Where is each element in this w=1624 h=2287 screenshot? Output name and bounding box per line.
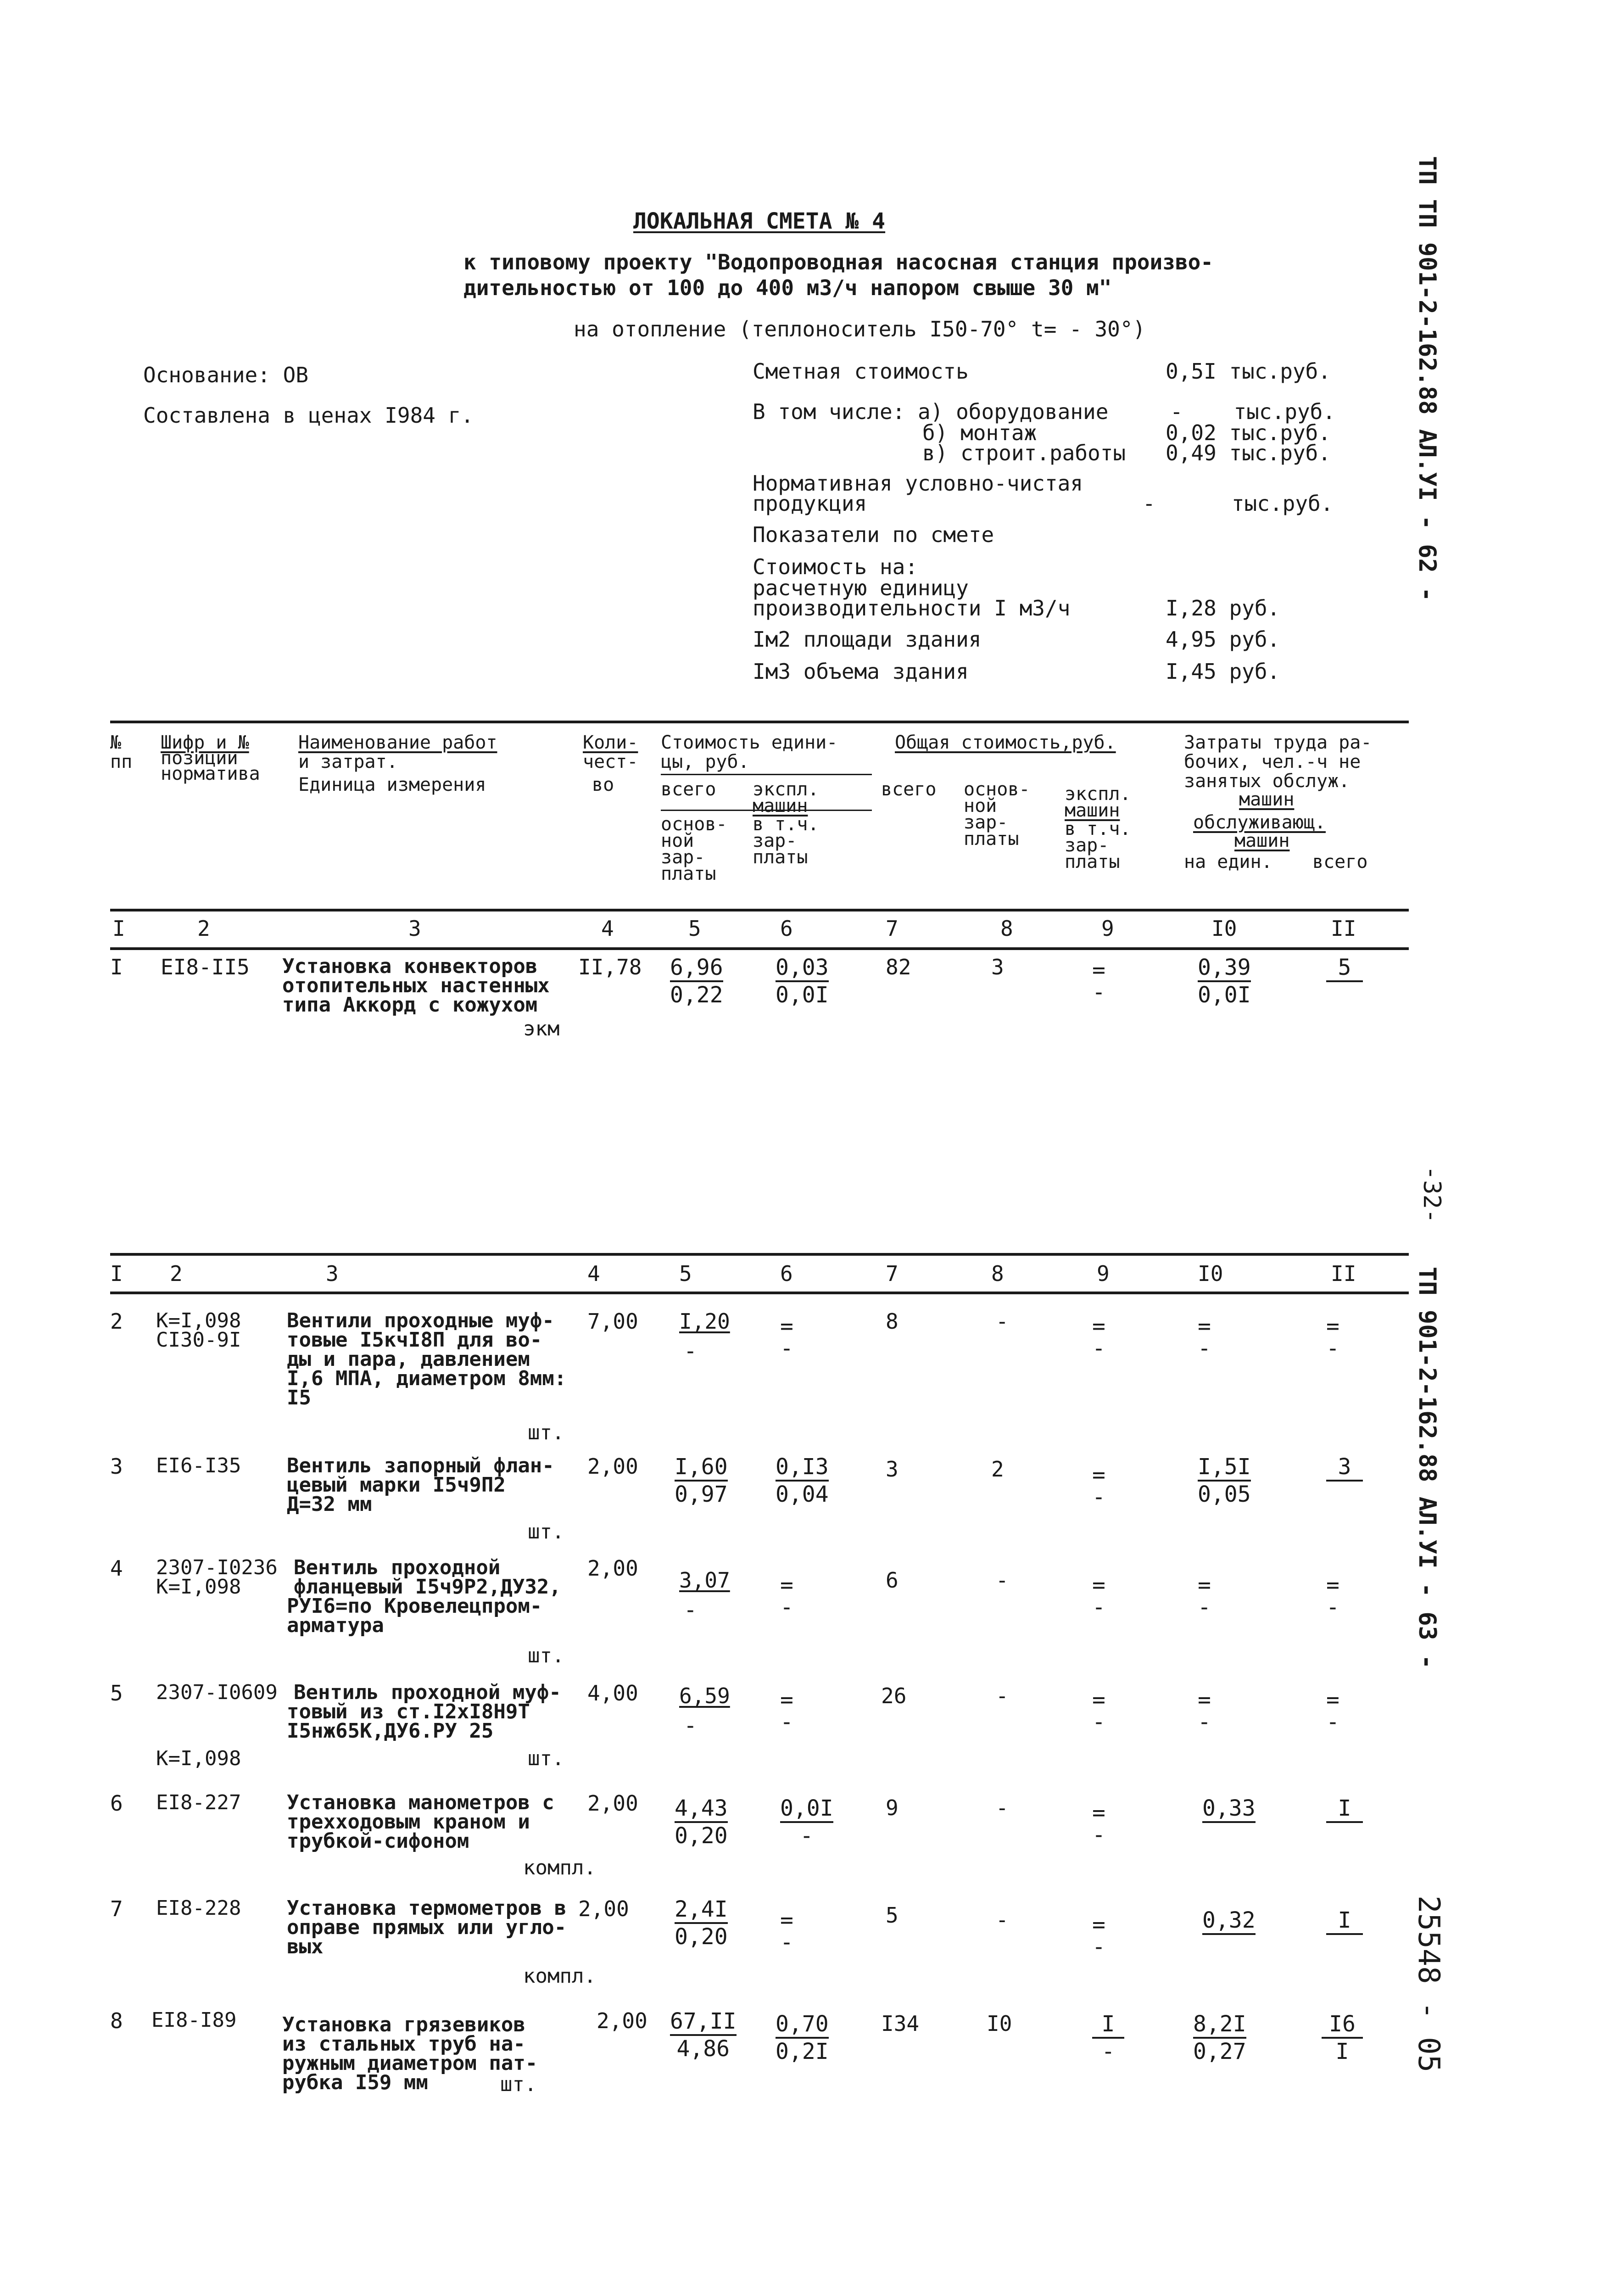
row7-name-1: Установка термометров в xyxy=(287,1896,567,1920)
row7-c11-a: I xyxy=(1326,1909,1363,1935)
row7-n: 7 xyxy=(110,1896,123,1921)
row8-name-1: Установка грязевиков xyxy=(282,2013,525,2036)
row6-c11-a: I xyxy=(1326,1797,1363,1823)
row1-c5-wage: 0,22 xyxy=(670,982,723,1008)
section2-top-rule xyxy=(110,1253,1409,1256)
row5-c5: 6,59 xyxy=(679,1683,730,1708)
row3-c5 xyxy=(675,1456,728,1505)
row3-c11-a: 3 xyxy=(1326,1456,1363,1482)
hdr-c8-a: основ- xyxy=(964,779,1030,800)
row7-name-2: оправе прямых или угло- xyxy=(287,1916,567,1939)
subtitle-line-1: к типовому проекту "Водопроводная насосная станция произво- xyxy=(463,250,1213,274)
row4-unit: шт. xyxy=(528,1644,564,1667)
row8-code: ЕI8-I89 xyxy=(151,2008,237,2032)
row8-qty: 2,00 xyxy=(597,2008,647,2033)
hdr-n-1: № xyxy=(110,732,122,753)
row2-c9-dash: = - xyxy=(1092,1314,1105,1361)
row8-name-3: ружным диаметром пат- xyxy=(282,2052,538,2075)
row6-name-1: Установка манометров с xyxy=(287,1791,554,1814)
row1-unit: экм xyxy=(523,1017,560,1040)
hdr-n-2: пп xyxy=(110,751,133,772)
cost-label: Сметная стоимость xyxy=(753,359,969,384)
unit-value: I,28 руб. xyxy=(1166,596,1280,621)
row1-name-1: Установка конвекторов xyxy=(282,955,538,978)
hdr-name-2: и затрат. xyxy=(298,751,398,772)
build-value: 0,49 тыс.руб. xyxy=(1166,441,1331,465)
row6-c11 xyxy=(1326,1797,1363,1825)
row8-c6-wage: 0,2I xyxy=(776,2039,829,2064)
hdr-c6-c: в т.ч. xyxy=(753,814,819,835)
incl-b: б) монтаж xyxy=(922,420,1037,445)
hdr-c10: на един. xyxy=(1184,851,1272,872)
hdr-c6-e: платы xyxy=(753,847,808,868)
row2-qty: 7,00 xyxy=(587,1309,638,1334)
hdr-c5-total: всего xyxy=(661,779,716,800)
document-title: ЛОКАЛЬНАЯ СМЕТА № 4 xyxy=(633,208,886,234)
row5-c7: 26 xyxy=(881,1683,907,1708)
hdr-code-2: позиции xyxy=(161,748,238,769)
row8-c10-b: 0,27 xyxy=(1193,2039,1246,2064)
row1-c11-a: 5 xyxy=(1326,956,1363,982)
row1-c10 xyxy=(1198,956,1251,1006)
row8-c7: I34 xyxy=(881,2011,920,2036)
row4-code: 2307-I0236 xyxy=(156,1556,278,1579)
row3-c6 xyxy=(776,1456,829,1505)
hdr-qty-2: чест- xyxy=(583,751,638,772)
row6-c8: - xyxy=(996,1795,1009,1820)
row8-c11 xyxy=(1322,2013,1363,2063)
row1-code: ЕI8-II5 xyxy=(161,955,250,979)
row2-name-1: Вентили проходные муф- xyxy=(287,1309,554,1332)
row7-c5 xyxy=(675,1898,728,1948)
row3-c9-dash: = - xyxy=(1092,1462,1105,1510)
row8-c9-a: I xyxy=(1092,2013,1124,2039)
row3-c5-wage: 0,97 xyxy=(675,1482,728,1507)
row5-c5-dash: - xyxy=(684,1713,697,1739)
row7-c10-a: 0,32 xyxy=(1202,1909,1256,1935)
norm-label-1: Нормативная условно-чистая xyxy=(753,471,1083,496)
subtitle-line-2: дительностью от 100 до 400 м3/ч напором свыше 30 м" xyxy=(463,275,1112,300)
row7-c5-wage: 0,20 xyxy=(675,1924,728,1950)
row4-code2: К=I,098 xyxy=(156,1575,241,1599)
row3-c6-mach: 0,I3 xyxy=(776,1456,829,1482)
row6-c5-total: 4,43 xyxy=(675,1797,728,1823)
row2-c8: - xyxy=(996,1309,1009,1334)
cost-on-label: Стоимость на: xyxy=(753,554,918,579)
colnum2-9: 9 xyxy=(1097,1261,1110,1286)
row3-n: 3 xyxy=(110,1454,123,1479)
colnum2-7: 7 xyxy=(886,1261,899,1286)
row7-c8: - xyxy=(996,1907,1009,1932)
hdr-c6-b: машин xyxy=(753,795,808,816)
row4-c6-dash: = - xyxy=(780,1572,793,1620)
hdr-c6-a: экспл. xyxy=(753,779,819,800)
colnum-2: 2 xyxy=(197,916,210,941)
row5-code: 2307-I0609 xyxy=(156,1681,278,1704)
row6-c9-dash: = - xyxy=(1092,1800,1105,1848)
hdr-c7: всего xyxy=(881,779,937,800)
row1-c10-a: 0,39 xyxy=(1198,956,1251,982)
colnum-7: 7 xyxy=(886,916,899,941)
row1-c11 xyxy=(1326,956,1363,984)
row3-c7: 3 xyxy=(886,1457,899,1482)
row7-qty: 2,00 xyxy=(578,1896,629,1921)
row6-qty: 2,00 xyxy=(587,1791,638,1816)
row1-c5 xyxy=(670,956,723,1006)
colnum2-4: 4 xyxy=(587,1261,600,1286)
mount-value: 0,02 тыс.руб. xyxy=(1166,420,1331,445)
hdr-c8-c: зар- xyxy=(964,812,1008,833)
hdr-labor-4: машин xyxy=(1239,789,1295,810)
row2-n: 2 xyxy=(110,1309,123,1334)
basis-text: Основание: ОВ xyxy=(143,363,309,387)
subtitle-line-3: на отопление (теплоноситель I50-70° t= - 30°) xyxy=(574,317,1146,341)
hdr-c9-b: машин xyxy=(1065,800,1120,821)
hdr-c8-b: ной xyxy=(964,795,997,816)
row4-name-1: Вентиль проходной xyxy=(294,1556,501,1579)
row7-code: ЕI8-228 xyxy=(156,1896,241,1920)
row1-c7: 82 xyxy=(886,955,911,979)
row4-qty: 2,00 xyxy=(587,1556,638,1581)
row8-name-4: рубка I59 мм xyxy=(282,2071,428,2094)
norm-label-2: продукция xyxy=(753,491,867,516)
hdr-labor-6: машин xyxy=(1234,830,1290,851)
row6-c6-mach: 0,0I xyxy=(780,1797,833,1823)
row7-c10 xyxy=(1202,1909,1256,1937)
row1-name-3: типа Аккорд с кожухом xyxy=(282,993,538,1017)
row6-name-2: трехходовым краном и xyxy=(287,1810,530,1834)
row6-c10-a: 0,33 xyxy=(1202,1797,1256,1823)
cost-value: 0,5I тыс.руб. xyxy=(1166,359,1331,384)
row5-c10-dash: = - xyxy=(1198,1687,1211,1735)
row8-unit: шт. xyxy=(500,2073,537,2096)
area-label: Iм2 площади здания xyxy=(753,627,982,652)
colnum-5: 5 xyxy=(688,916,701,941)
row5-c11-dash: = - xyxy=(1326,1687,1339,1735)
row2-code2: СI30-9I xyxy=(156,1328,241,1352)
row1-c6-mach: 0,03 xyxy=(776,956,829,982)
area-value: 4,95 руб. xyxy=(1166,627,1280,652)
row7-name-3: вых xyxy=(287,1935,324,1958)
hdr-code-1: Шифр и № xyxy=(161,732,249,753)
row1-name-2: отопительных настенных xyxy=(282,974,550,997)
hdr-unitcost-2: цы, руб. xyxy=(661,751,749,772)
hdr-name-1: Наименование работ xyxy=(298,732,497,753)
row2-name-5: I5 xyxy=(287,1386,311,1409)
incl-label: В том числе: а) оборудование xyxy=(753,399,1109,424)
mid-page-number: -32- xyxy=(1418,1166,1445,1224)
row7-c9-dash: = - xyxy=(1092,1912,1105,1960)
equip-value: - тыс.руб. xyxy=(1170,399,1336,424)
volume-value: I,45 руб. xyxy=(1166,659,1280,684)
header-bottom-rule xyxy=(110,909,1409,911)
row2-unit: шт. xyxy=(528,1421,564,1444)
volume-label: Iм3 объема здания xyxy=(753,659,969,684)
hdr-name-3: Единица измерения xyxy=(298,774,486,795)
row8-c8: I0 xyxy=(987,2011,1012,2036)
hdr-rule-unitcost xyxy=(661,774,872,775)
row5-name-2: товый из ст.I2хI8Н9Т xyxy=(287,1700,530,1723)
unit-label-2: производительности I м3/ч xyxy=(753,596,1071,621)
hdr-qty-1: Коли- xyxy=(583,732,638,753)
row3-c10 xyxy=(1198,1456,1251,1505)
row1-c10-b: 0,0I xyxy=(1198,982,1251,1008)
row4-c5-dash: - xyxy=(684,1597,697,1623)
colnum-3: 3 xyxy=(408,916,421,941)
hdr-c5-c: ной xyxy=(661,830,694,851)
incl-c: в) строит.работы xyxy=(922,441,1126,465)
row3-c11 xyxy=(1326,1456,1363,1483)
prices-text: Составлена в ценах I984 г. xyxy=(143,403,474,428)
colnum-6: 6 xyxy=(780,916,793,941)
colnum2-2: 2 xyxy=(170,1261,183,1286)
section2-col-rule xyxy=(110,1292,1409,1294)
unit-label-1: расчетную единицу xyxy=(753,576,969,600)
colnum2-1: I xyxy=(110,1261,123,1286)
row3-qty: 2,00 xyxy=(587,1454,638,1479)
row2-c11-dash: = - xyxy=(1326,1314,1339,1361)
row2-code: К=I,098 xyxy=(156,1309,241,1332)
colnum2-3: 3 xyxy=(326,1261,339,1286)
hdr-c9-e: платы xyxy=(1065,851,1120,872)
row2-c5: I,20 xyxy=(679,1309,730,1334)
hdr-totalcost: Общая стоимость,руб. xyxy=(895,732,1116,753)
hdr-labor-5: обслуживающ. xyxy=(1193,812,1326,833)
row1-c6-wage: 0,0I xyxy=(776,982,829,1008)
row2-name-4: I,6 МПА, диаметром 8мм: xyxy=(287,1367,567,1390)
row1-c5-total: 6,96 xyxy=(670,956,723,982)
row2-c7: 8 xyxy=(886,1309,899,1334)
colnum2-8: 8 xyxy=(991,1261,1004,1286)
row6-code: ЕI8-227 xyxy=(156,1791,241,1814)
table-top-rule xyxy=(110,721,1409,723)
row8-c5 xyxy=(670,2010,737,2060)
row2-c6-dash: = - xyxy=(780,1314,793,1361)
row4-c7: 6 xyxy=(886,1568,899,1593)
row1-c6 xyxy=(776,956,829,1006)
row8-c6 xyxy=(776,2013,829,2063)
row5-n: 5 xyxy=(110,1681,123,1705)
hdr-labor-3: занятых обслуж. xyxy=(1184,771,1350,792)
hdr-c9-c: в т.ч. xyxy=(1065,818,1131,839)
colnum2-11: II xyxy=(1331,1261,1356,1286)
row3-name-3: Д=32 мм xyxy=(287,1493,372,1516)
row8-c10 xyxy=(1193,2013,1246,2063)
row5-c8: - xyxy=(996,1683,1009,1708)
indicators-label: Показатели по смете xyxy=(753,522,994,547)
hdr-labor-1: Затраты труда ра- xyxy=(1184,732,1372,753)
row8-c11-b: I xyxy=(1335,2039,1349,2064)
row8-c5-wage: 4,86 xyxy=(676,2036,730,2062)
row3-unit: шт. xyxy=(528,1520,564,1543)
colnum-10: I0 xyxy=(1211,916,1237,941)
row8-name-2: из стальных труб на- xyxy=(282,2032,525,2056)
hdr-qty-3: во xyxy=(592,774,614,795)
row3-name-1: Вентиль запорный флан- xyxy=(287,1454,554,1477)
row7-c5-total: 2,4I xyxy=(675,1898,728,1924)
row6-c7: 9 xyxy=(886,1795,899,1820)
row4-c9-dash: = - xyxy=(1092,1572,1105,1620)
row4-c8: - xyxy=(996,1568,1009,1593)
margin-serial: 25548 - 05 xyxy=(1412,1896,1445,2073)
row2-name-2: товые I5кчI8П для во- xyxy=(287,1328,542,1352)
colnum2-6: 6 xyxy=(780,1261,793,1286)
row3-c6-wage: 0,04 xyxy=(776,1482,829,1507)
row5-name-1: Вентиль проходной муф- xyxy=(294,1681,561,1704)
hdr-c5-e: платы xyxy=(661,863,716,884)
row8-c11-a: I6 xyxy=(1322,2013,1363,2039)
row1-c8: 3 xyxy=(991,955,1004,979)
row5-unit: шт. xyxy=(528,1747,564,1770)
row5-c6-dash: = - xyxy=(780,1687,793,1735)
row8-c10-a: 8,2I xyxy=(1193,2013,1246,2039)
row3-code: ЕI6-I35 xyxy=(156,1454,241,1477)
margin-code-bottom: ТП 901-2-162.88 АЛ.УI - 63 - xyxy=(1413,1267,1441,1669)
row5-qty: 4,00 xyxy=(587,1681,638,1705)
hdr-c9-d: зар- xyxy=(1065,835,1109,856)
row6-c5-wage: 0,20 xyxy=(675,1823,728,1849)
row4-c5: 3,07 xyxy=(679,1568,730,1593)
row7-c6-dash: = - xyxy=(780,1907,793,1955)
hdr-c11: всего xyxy=(1312,851,1368,872)
row6-c5 xyxy=(675,1797,728,1847)
colnum-4: 4 xyxy=(601,916,614,941)
row1-qty: II,78 xyxy=(578,955,642,979)
row6-unit: компл. xyxy=(523,1856,596,1879)
row3-c8: 2 xyxy=(991,1457,1004,1482)
row8-c6-mach: 0,70 xyxy=(776,2013,829,2039)
colnum-9: 9 xyxy=(1101,916,1114,941)
colnum2-10: I0 xyxy=(1198,1261,1223,1286)
hdr-c5-d: зар- xyxy=(661,847,705,868)
row3-name-2: цевый марки I5ч9П2 xyxy=(287,1473,506,1497)
row4-c10-dash: = - xyxy=(1198,1572,1211,1620)
row8-n: 8 xyxy=(110,2008,123,2033)
row1-c9-dash: = - xyxy=(1092,957,1105,1005)
row5-c9-dash: = - xyxy=(1092,1687,1105,1735)
row3-c10-b: 0,05 xyxy=(1198,1482,1251,1507)
row4-name-3: РУI6=по Кровелецпром- xyxy=(287,1594,542,1618)
row6-c10 xyxy=(1202,1797,1256,1825)
row4-name-4: арматура xyxy=(287,1614,384,1637)
row5-code2: К=I,098 xyxy=(156,1747,241,1770)
row4-c11-dash: = - xyxy=(1326,1572,1339,1620)
row6-name-3: трубкой-сифоном xyxy=(287,1829,469,1853)
row7-unit: компл. xyxy=(523,1964,596,1988)
row6-n: 6 xyxy=(110,1791,123,1816)
row4-name-2: фланцевый I5ч9Р2,ДУ32, xyxy=(294,1575,561,1599)
hdr-c6-d: зар- xyxy=(753,830,797,851)
row1-n: I xyxy=(110,955,123,979)
colnum-1: I xyxy=(112,916,125,941)
colnum-11: II xyxy=(1331,916,1356,941)
margin-code-top: ТП ТП 901-2-162.88 АЛ.УI - 62 - xyxy=(1413,156,1441,602)
row8-c9: I - xyxy=(1092,2013,1124,2063)
row4-n: 4 xyxy=(110,1556,123,1581)
row2-c5-dash: - xyxy=(684,1338,697,1364)
row6-c6: 0,0I - xyxy=(780,1795,833,1849)
row2-c10-dash: = - xyxy=(1198,1314,1211,1361)
row3-c5-total: I,60 xyxy=(675,1456,728,1482)
row7-c7: 5 xyxy=(886,1903,899,1928)
hdr-unitcost-1: Стоимость едини- xyxy=(661,732,838,753)
norm-value: - тыс.руб. xyxy=(1143,491,1334,516)
hdr-c5-b: основ- xyxy=(661,814,727,835)
colnum-rule-1 xyxy=(110,947,1409,950)
row7-c11 xyxy=(1326,1909,1363,1937)
hdr-code-3: норматива xyxy=(161,763,260,784)
hdr-c8-d: платы xyxy=(964,828,1019,850)
hdr-c9-a: экспл. xyxy=(1065,783,1131,805)
row2-name-3: ды и пара, давлением xyxy=(287,1348,530,1371)
row3-c10-a: I,5I xyxy=(1198,1456,1251,1482)
colnum-8: 8 xyxy=(1000,916,1013,941)
row8-c5-total: 67,II xyxy=(670,2010,737,2036)
colnum2-5: 5 xyxy=(679,1261,692,1286)
hdr-labor-2: бочих, чел.-ч не xyxy=(1184,751,1361,772)
row5-name-3: I5нж65К,ДУ6.РУ 25 xyxy=(287,1719,494,1743)
